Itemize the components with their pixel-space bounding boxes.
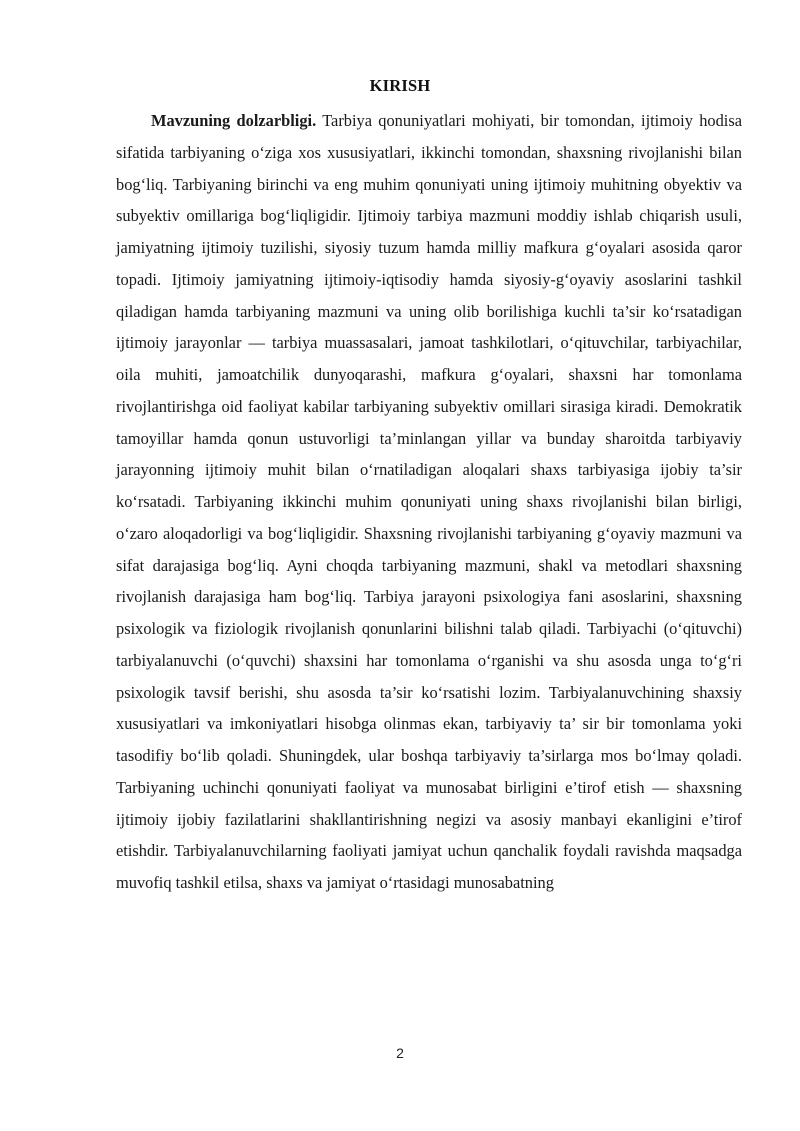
section-heading: KIRISH <box>369 76 431 95</box>
body-paragraph <box>116 105 742 899</box>
paragraph-lead: Mavzuning dolzarbligi. <box>151 111 317 130</box>
paragraph-text: Tarbiya qonuniyatlari mohiyati, bir tomondan, ijtimoiy hodisa sifatida tarbiyaning o‘ziga xos xususiyatlari, ikkinchi tomondan, shaxsning rivojlanishi bilan bog‘liq. Tarbiyaning birinchi va eng muhim qonuniyati uning ijtimoiy muhitning obyektiv va subyektiv omillariga bog‘liqligidir. Ijtimoiy tarbiya mazmuni moddiy ishlab chiqarish usuli, jamiyatning ijtimoiy tuzilishi, siyosiy tuzum hamda milliy mafkura g‘oyalari asosida qaror topadi. Ijtimoiy jamiyatning ijtimoiy-iqtisodiy hamda siyosiy-g‘oyaviy asoslarini tashkil qiladigan hamda tarbiyaning mazmuni va uning olib borilishiga kuchli ta’sir ko‘rsatadigan ijtimoiy jarayonlar — tarbiya muassasalari, jamoat tashkilotlari, o‘qituvchilar, tarbiyachilar, oila muhiti, jamoatchilik dunyoqarashi, mafkura g‘oyalari, shaxsni har tomonlama rivojlantirishga oid faoliyat kabilar tarbiyaning subyektiv omillari sirasiga kiradi. Demokratik tamoyillar hamda qonun ustuvorligi ta’minlangan yillar va bunday sharoitda tarbiyaviy jarayonning ijtimoiy muhit bilan o‘rnatiladigan aloqalari shaxs tarbiyasiga ijobiy ta’sir ko‘rsatadi. Tarbiyaning ikkinchi muhim qonuniyati uning shaxs rivojlanishi bilan birligi, o‘zaro aloqadorligi va bog‘liqligidir. Shaxsning rivojlanishi tarbiyaning g‘oyaviy mazmuni va sifat darajasiga bog‘liq. Ayni choqda tarbiyaning mazmuni, shakl va metodlari shaxsning rivojlanish darajasiga ham bog‘liq. Tarbiya jarayoni psixologiya fani asoslarini, shaxsning psixologik va fiziologik rivojlanish qonunlarini bilishni talab qiladi. Tarbiyachi (o‘qituvchi) tarbiyalanuvchi (o‘quvchi) shaxsini har tomonlama o‘rganishi va shu asosda unga to‘g‘ri psixologik tavsif berishi, shu asosda ta’sir ko‘rsatishi lozim. Tarbiyalanuvchining shaxsiy xususiyatlari va imkoniyatlari hisobga olinmas ekan, tarbiyaviy ta’ sir bir tomonlama yoki tasodifiy bo‘lib qoladi. Shuningdek, ular boshqa tarbiyaviy ta’sirlarga mos bo‘lmay qoladi. Tarbiyaning uchinchi qonuniyati faoliyat va munosabat birligini e’tirof etish — shaxsning ijtimoiy ijobiy fazilatlarini shakllantirishning negizi va asosiy manbayi ekanligini e’tirof etishdir. Tarbiyalanuvchilarning faoliyati jamiyat uchun qanchalik foydali ravishda maqsadga muvofiq tashkil etilsa, shaxs va jamiyat o‘rtasidagi munosabatning <box>116 111 742 892</box>
page-number: 2 <box>396 1045 404 1061</box>
